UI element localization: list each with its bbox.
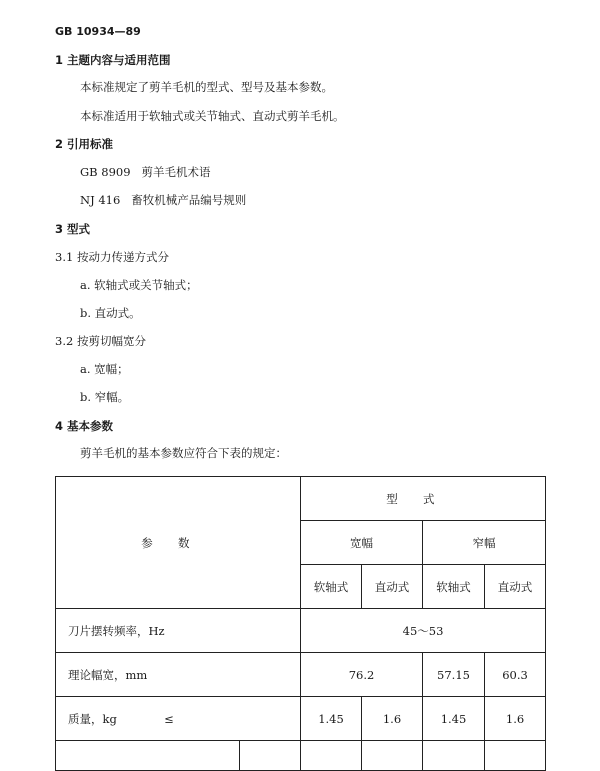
section-4-title: 4 基本参数 (55, 419, 114, 433)
truncated-cell (56, 741, 240, 771)
truncated-cell (362, 741, 423, 771)
section-1-title: 1 主题内容与适用范围 (55, 53, 171, 67)
section-1-paragraph-1: 本标准规定了剪羊毛机的型式、型号及基本参数。 (80, 80, 333, 94)
truncated-cell (240, 741, 301, 771)
section-3-2-item-b: b. 窄幅。 (80, 390, 130, 404)
reference-gb8909: GB 8909 剪羊毛机术语 (80, 165, 211, 179)
basic-parameters-table (55, 476, 546, 771)
standard-code: GB 10934—89 (55, 25, 141, 38)
truncated-cell (423, 741, 485, 771)
mass-narrow-direct-value: 1.6 (485, 697, 546, 741)
section-3-2-title: 3.2 按剪切幅宽分 (55, 334, 146, 348)
row-label-width: 理论幅宽，mm (56, 653, 301, 697)
narrow-direct-header: 直动式 (485, 565, 546, 609)
section-4-intro: 剪羊毛机的基本参数应符合下表的规定： (80, 446, 287, 460)
width-narrow-direct-value: 60.3 (485, 653, 546, 697)
section-2-title: 2 引用标准 (55, 137, 114, 151)
table-row-truncated (56, 741, 546, 771)
type-header-cell (301, 477, 546, 521)
mass-wide-direct-value: 1.6 (362, 697, 423, 741)
wide-direct-header: 直动式 (362, 565, 423, 609)
param-header-cell (56, 477, 301, 609)
width-wide-value: 76.2 (301, 653, 423, 697)
truncated-cell (485, 741, 546, 771)
width-narrow-flex-value: 57.15 (423, 653, 485, 697)
param-header: 参数 (141, 535, 215, 550)
mass-label-text: 质量，kg (68, 711, 117, 726)
section-3-1-item-a: a. 软轴式或关节轴式； (80, 278, 198, 292)
narrow-header: 窄幅 (423, 521, 546, 565)
reference-nj416: NJ 416 畜牧机械产品编号规则 (80, 193, 247, 207)
wide-flex-header: 软轴式 (301, 565, 362, 609)
section-3-title: 3 型式 (55, 222, 91, 236)
section-3-1-item-b: b. 直动式。 (80, 306, 141, 320)
mass-wide-flex-value: 1.45 (301, 697, 362, 741)
section-3-1-title: 3.1 按动力传递方式分 (55, 250, 169, 264)
narrow-flex-header: 软轴式 (423, 565, 485, 609)
wide-header: 宽幅 (301, 521, 423, 565)
table-row (56, 653, 546, 697)
mass-narrow-flex-value: 1.45 (423, 697, 485, 741)
frequency-value: 45～53 (301, 609, 546, 653)
mass-limit-symbol: ≤ (164, 711, 174, 726)
type-header: 型式 (386, 491, 460, 506)
table-row (56, 697, 546, 741)
row-label-mass (56, 697, 301, 741)
truncated-cell (301, 741, 362, 771)
section-3-2-item-a: a. 宽幅； (80, 362, 129, 376)
row-label-frequency: 刀片摆转频率，Hz (56, 609, 301, 653)
section-1-paragraph-2: 本标准适用于软轴式或关节轴式、直动式剪羊毛机。 (80, 109, 345, 123)
table-row (56, 609, 546, 653)
